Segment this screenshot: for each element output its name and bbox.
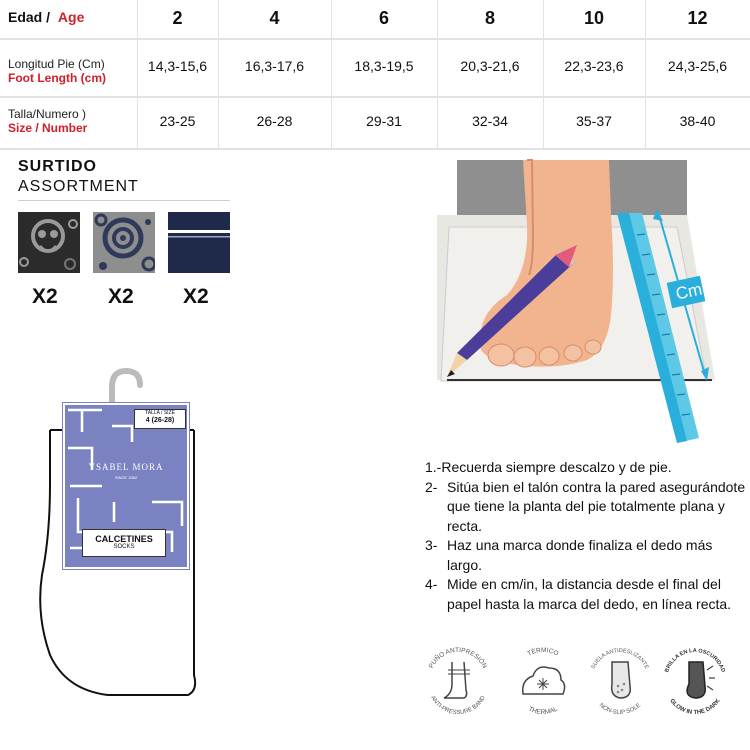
feature-bottom-text: NON-SLIP SOLE [597,702,643,717]
swatch-quantity: X2 [32,285,58,308]
foot-length-value: 18,3-19,5 [354,58,414,74]
ruler-cm-label: Cm [673,279,704,304]
instruction-step [425,536,750,575]
feature-glow-dark [655,640,735,720]
ankle-band-icon [418,640,498,720]
glow-sock-icon [655,640,735,720]
size-tag-label: TALLA / SIZE [145,410,175,416]
instruction-step [425,575,750,614]
instruction-step [425,458,750,478]
age-value: 6 [378,7,389,28]
feature-top-text: SUELA ANTIDESLIZANTE [590,647,650,671]
size-value: 38-40 [679,113,716,129]
size-value: 35-37 [576,113,612,129]
size-label [8,107,87,135]
foot-length-label [8,57,106,85]
feature-top-text: TÉRMICO [526,646,560,658]
instruction-step [425,478,750,537]
instruction-number: 4- [425,576,438,592]
swatch-grey-paisley [93,212,155,273]
size-value: 29-31 [366,113,402,129]
assortment-title-en: ASSORTMENT [18,178,139,195]
size-value: 23-25 [159,113,196,129]
foot-length-value: 20,3-21,6 [460,58,520,74]
size-tag-value: 4 (26-28) [145,417,175,424]
foot-length-value: 24,3-25,6 [667,58,728,74]
size-label-es: Talla/Numero ) [8,107,87,121]
size-value: 26-28 [256,113,293,129]
age-label-es: Edad / [8,9,51,25]
foot-length-value: 16,3-17,6 [244,58,305,74]
svg-text:PUÑO ANTIPRESIÓN [428,647,488,670]
non-slip-sole-icon [580,640,660,720]
assortment-divider [18,200,230,201]
brand-subtitle: SINCE 1982 [114,475,138,480]
foot-length-label-es: Longitud Pie (Cm) [8,57,105,71]
instruction-text: Sitúa bien el talón contra la pared asegurándote que tiene la planta del pie totalmente plana y recta. [447,478,746,534]
feature-bottom-text: GLOW IN THE DARK [668,698,722,717]
swatch-quantity: X2 [183,285,209,308]
feature-anti-pressure [418,640,498,720]
swatch-dark-skull [18,212,80,273]
feature-bottom-text: ANTI-PRESSURE BAND [429,695,487,717]
size-table [0,0,750,150]
package-label [62,402,190,570]
foot-length-value: 22,3-23,6 [564,58,624,74]
svg-text:NON-SLIP SOLE [598,703,642,717]
instruction-text: Recuerda siempre descalzo y de pie. [441,459,672,475]
instruction-text: Mide en cm/in, la distancia desde el final del papel hasta la marca del dedo, en línea recta. [447,576,732,612]
swatch-navy-stripe [168,212,230,273]
age-value: 8 [484,7,495,28]
measurement-instructions [425,458,750,614]
feature-non-slip [580,640,660,720]
thermal-sock-icon [503,640,583,720]
product-name-es: CALCETINES [95,534,153,544]
skull-pattern-icon [18,212,80,273]
stripe-pattern-icon [168,212,230,273]
age-value: 12 [687,7,708,28]
age-value: 10 [583,7,605,28]
feature-bottom-text: THERMAL [527,705,559,717]
svg-text:GLOW IN THE DARK [668,698,722,716]
instruction-number: 1.- [425,459,442,475]
product-label [82,529,166,557]
feature-top-text: PUÑO ANTIPRESIÓN [427,646,489,670]
age-value: 4 [269,7,280,28]
sock-package-illustration [38,365,213,740]
age-label [8,9,84,25]
age-value: 2 [172,7,183,28]
foot-length-label-en: Foot Length (cm) [8,71,106,85]
instruction-text: Haz una marca donde finaliza el dedo más largo. [447,537,713,573]
instruction-number: 2- [425,478,438,495]
svg-text:THERMAL [527,705,559,716]
foot-measurement-illustration [437,155,737,445]
assortment-title-es: SURTIDO [18,158,97,175]
size-value: 32-34 [472,113,508,129]
paisley-pattern-icon [93,212,155,273]
svg-text:TÉRMICO [526,646,559,658]
size-tag [134,409,186,429]
swatch-quantity: X2 [108,285,134,308]
feature-thermal [503,640,583,720]
product-name-en: SOCKS [113,544,135,550]
age-label-en: Age [57,9,85,25]
foot-length-value: 14,3-15,6 [147,58,208,74]
size-label-en: Size / Number [8,121,88,135]
instruction-number: 3- [425,537,438,553]
brand-name: YSABEL MORA [88,462,164,472]
feature-top-text: BRILLA EN LA OSCURIDAD [664,647,726,674]
